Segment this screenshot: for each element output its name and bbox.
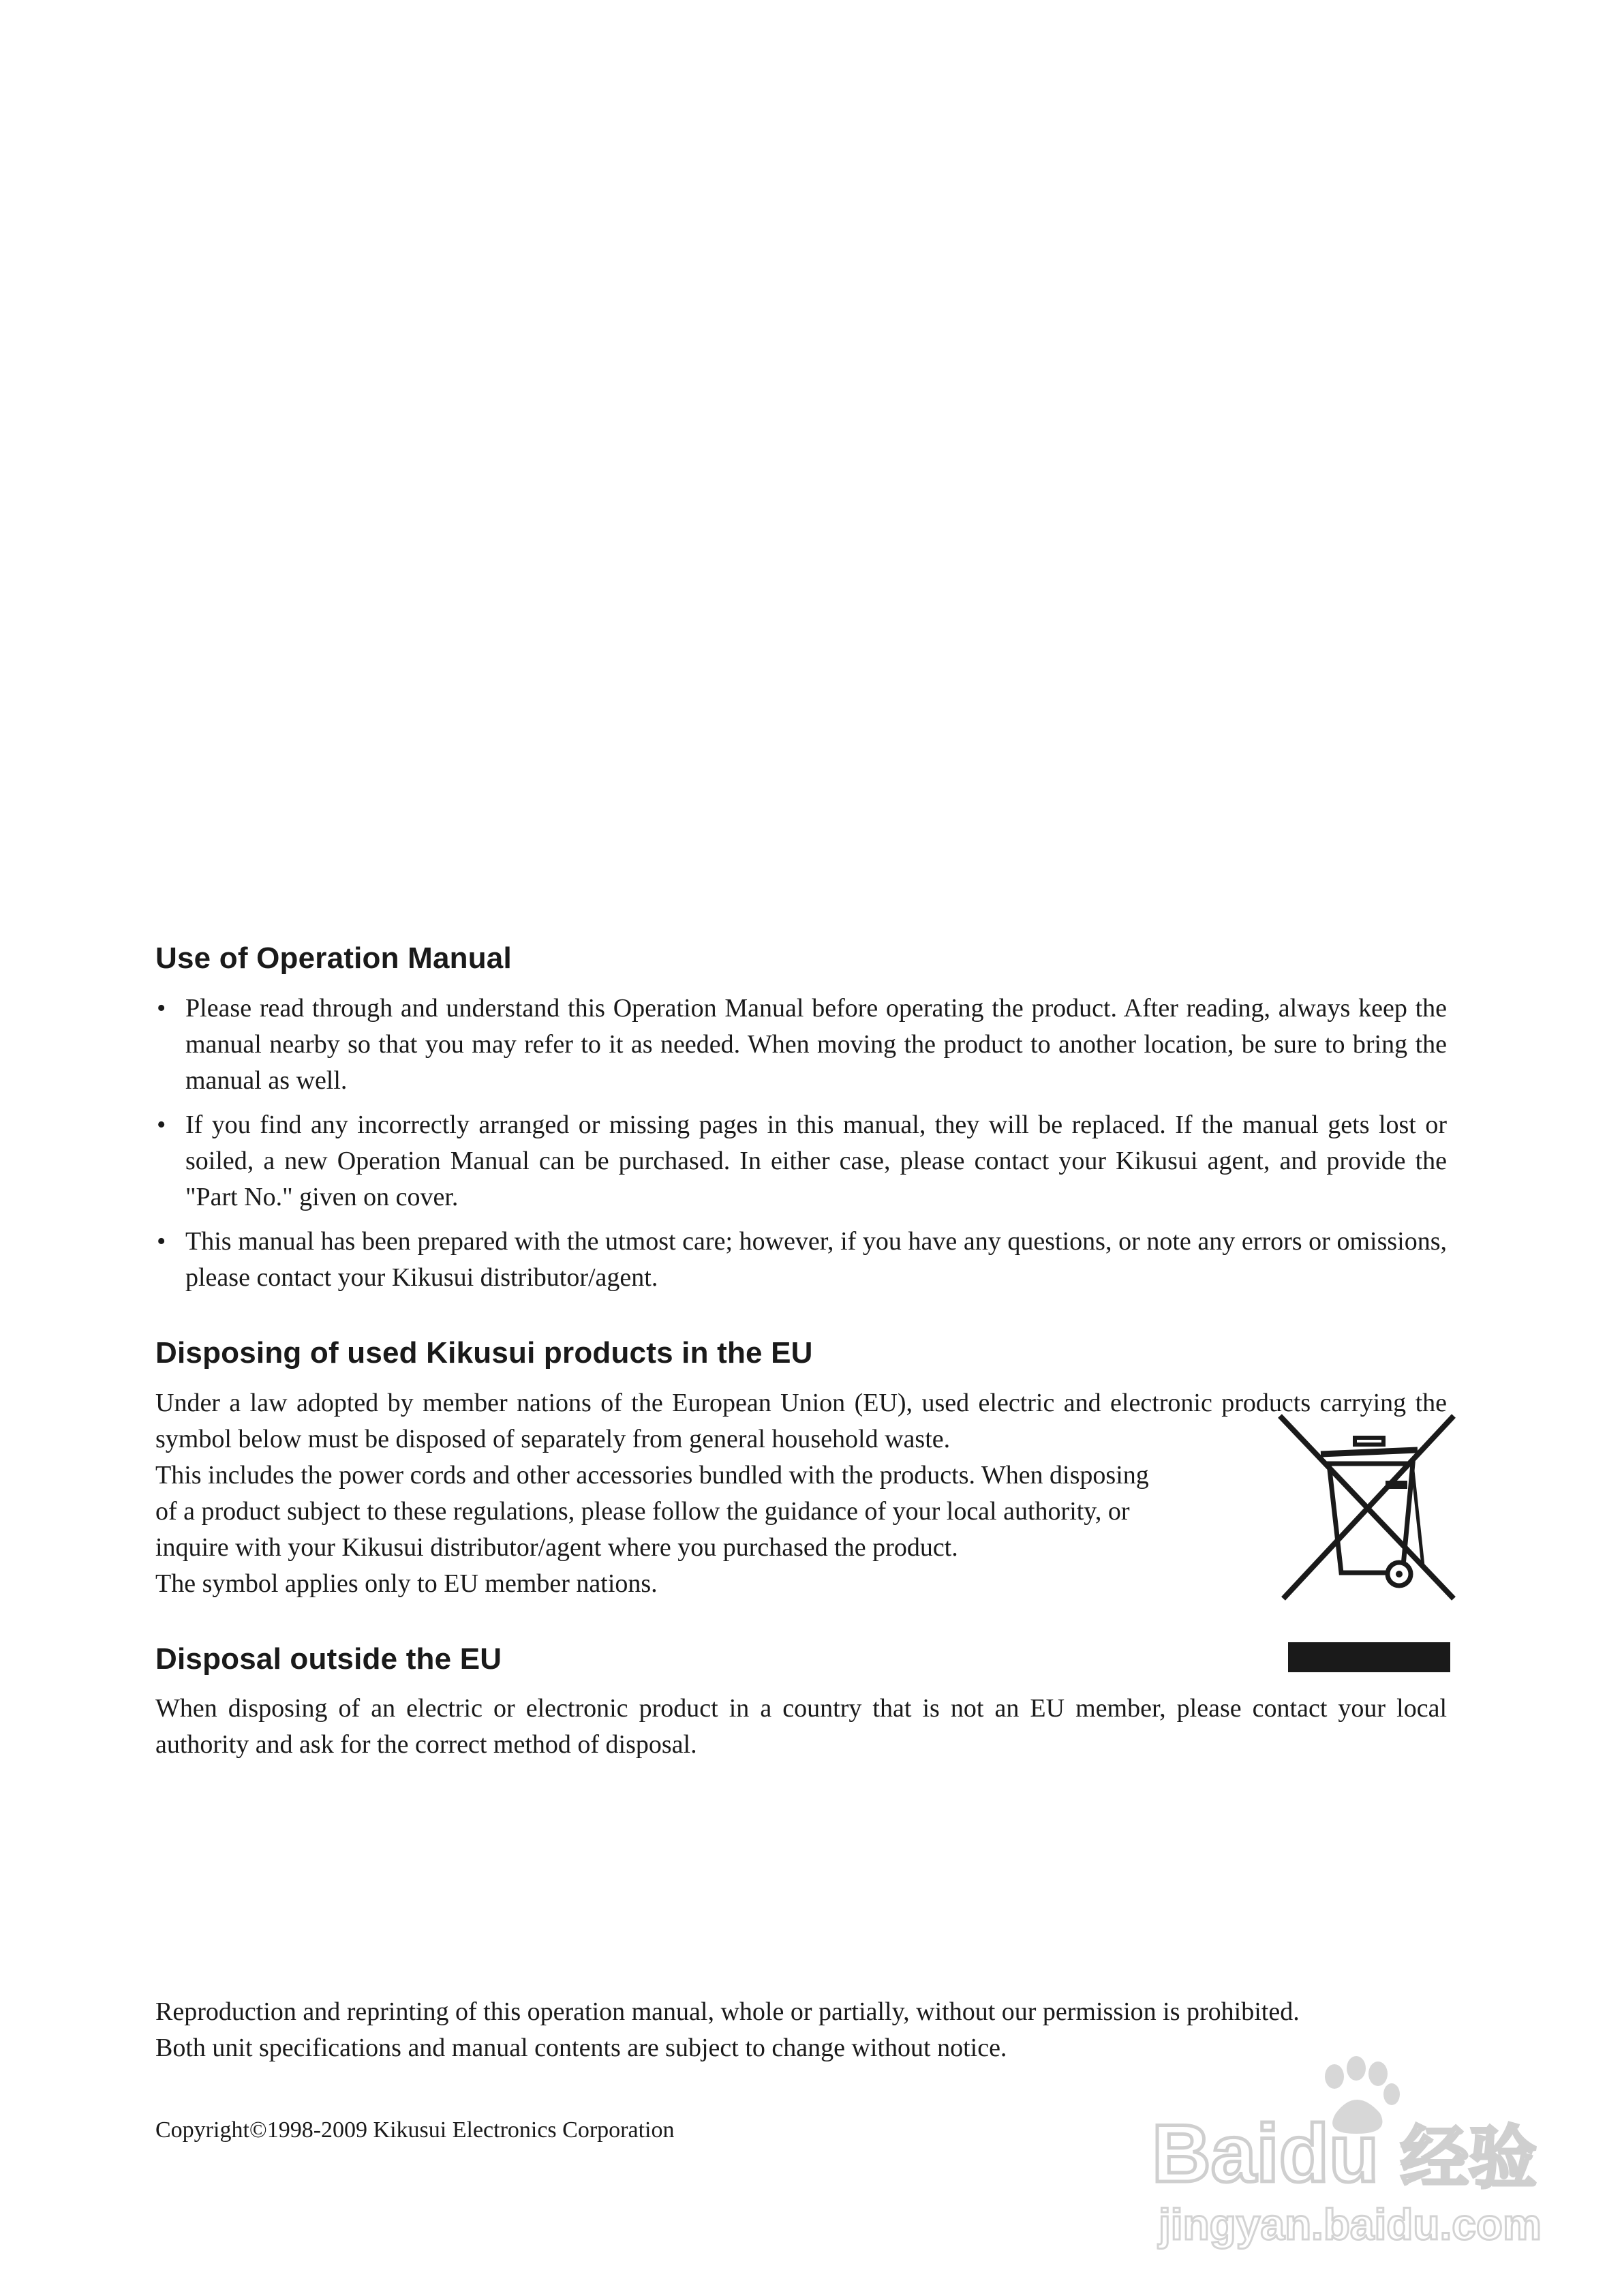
eu-line: inquire with your Kikusui distributor/agent where you purchased the product. xyxy=(155,1532,958,1562)
specification-notice: Both unit specifications and manual contents are subject to change without notice. xyxy=(155,2034,1007,2062)
eu-intro: Under a law adopted by member nations of the European Union (EU), used electric and electronic products carrying the symbol below must be disposed of separately from general household waste. xyxy=(155,1388,1447,1453)
crossed-out-wheeled-bin-icon xyxy=(1273,1409,1464,1675)
eu-line: This includes the power cords and other accessories bundled with the products. When disposing xyxy=(155,1460,1149,1490)
eu-line: of a product subject to these regulations, please follow the guidance of your local authority, or xyxy=(155,1496,1130,1526)
heading-eu-disposal: Disposing of used Kikusui products in the EU xyxy=(155,1335,813,1370)
watermark-url: jingyan.baidu.com xyxy=(1159,2200,1542,2249)
bullet-dot-icon: • xyxy=(157,1226,166,1256)
bullet-item: • Please read through and understand this Operation Manual before operating the product. After reading, always keep the manual nearby so that you may refer to it as needed. When moving the product to another location, be sure to bring the manual as well. xyxy=(155,991,1447,1099)
baidu-watermark-icon xyxy=(1145,2045,1567,2250)
eu-line: The symbol applies only to EU member nations. xyxy=(155,1569,658,1598)
bullet-item: • If you find any incorrectly arranged or missing pages in this manual, they will be replaced. If the manual gets lost or soiled, a new Operation Manual can be purchased. In either case, please contact your Kikusui agent, and provide the "Part No." given on cover. xyxy=(155,1107,1447,1215)
heading-outside-eu: Disposal outside the EU xyxy=(155,1642,502,1676)
section-use-of-manual xyxy=(155,941,1447,1296)
eu-details xyxy=(155,1457,1447,1602)
reproduction-notice: Reproduction and reprinting of this operation manual, whole or partially, without our permission is prohibited. xyxy=(155,1997,1300,2026)
bullet-dot-icon: • xyxy=(157,1110,166,1139)
copyright: Copyright©1998-2009 Kikusui Electronics Corporation xyxy=(155,2117,675,2143)
heading-use-of-manual: Use of Operation Manual xyxy=(155,941,512,975)
bullet-list xyxy=(155,991,1447,1296)
watermark-brand: Baidu xyxy=(1152,2108,1379,2199)
section-outside-eu xyxy=(155,1642,1447,1764)
outside-eu-body: When disposing of an electric or electronic product in a country that is not an EU member, please contact your local authority and ask for the correct method of disposal. xyxy=(155,1694,1447,1759)
bullet-item: • This manual has been prepared with the utmost care; however, if you have any questions, or note any errors or omissions, please contact your Kikusui distributor/agent. xyxy=(155,1224,1447,1296)
manual-content xyxy=(155,941,1447,1802)
section-eu-disposal xyxy=(155,1335,1447,1602)
bullet-dot-icon: • xyxy=(157,993,166,1023)
watermark-cn: 经验 xyxy=(1401,2118,1537,2198)
